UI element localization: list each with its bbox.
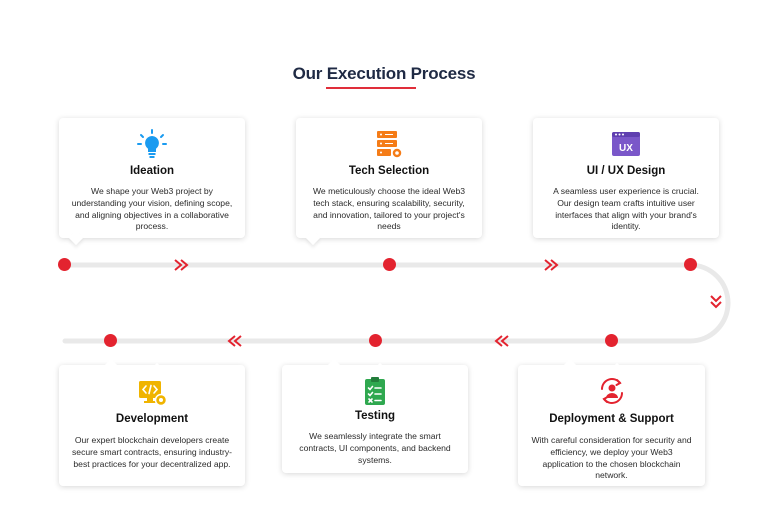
server-settings-icon [373,128,405,160]
step-description: We shape your Web3 project by understanding your vision, defining scope, and aligning objectives in a collaborative process. [71,186,233,232]
step-description: With careful consideration for security and efficiency, we deploy your Web3 application to the chosen blockchain network. [531,435,692,481]
code-monitor-icon [136,377,168,409]
chevron-left-icon [235,336,241,346]
step-card-testing [282,365,468,473]
step-title: Development [115,413,189,425]
step-title: Ideation [129,165,175,177]
step-card-ideation [59,118,245,238]
step-title: Deployment & Support [549,413,674,425]
step-card-deployment-support [518,365,705,486]
chevron-right-icon [545,260,551,270]
ux-window-icon [610,128,642,160]
step-description: We meticulously choose the ideal Web3 tech stack, ensuring scalability, security, and innovation, tailored to your project's needs [312,186,466,232]
chevron-right-icon [175,260,181,270]
svg-text:UX: UX [619,143,633,154]
step-card-tech-selection [296,118,482,238]
step-description: Our expert blockchain developers create secure smart contracts, ensuring industry-best practices for your decentralized app. [72,435,232,469]
title-part-2: Process [410,64,476,83]
step-title: Tech Selection [348,165,430,177]
chevron-down-icon [711,296,721,301]
step-description: We seamlessly integrate the smart contracts, UI components, and backend systems. [299,431,451,465]
title-part-1: Our Execution [292,64,411,83]
clipboard-check-icon [359,375,391,407]
step-card-development [59,365,245,486]
chevron-down-icon [711,302,721,307]
lightbulb-icon [136,128,168,160]
step-title: Testing [354,410,396,422]
step-title: UI / UX Design [586,165,666,177]
support-cycle-icon [596,375,628,407]
step-description: A seamless user experience is crucial. Our design team crafts intuitive user interfaces that align with your brand's identity. [553,186,699,232]
chevron-left-icon [502,336,508,346]
step-card-ui-ux-design [533,118,719,238]
